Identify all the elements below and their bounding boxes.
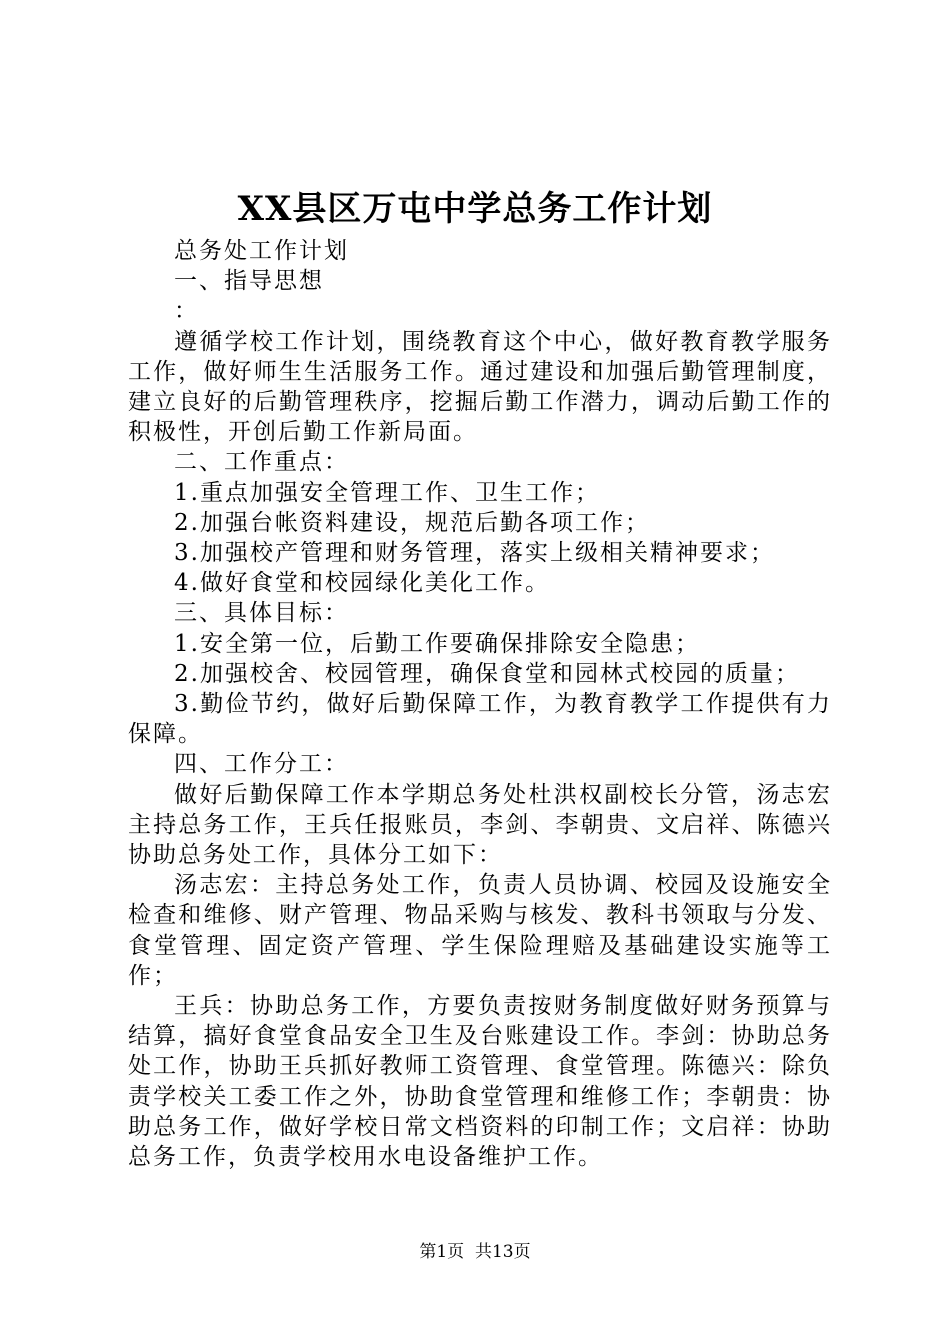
paragraph: 遵循学校工作计划，围绕教育这个中心，做好教育教学服务工作，做好师生生活服务工作。通过建设和加强后勤管理制度，建立良好的后勤管理秩序，挖掘后勤工作潜力，调动后勤工作的积极性，开创后勤工作新局面。 [128,328,832,446]
paragraph: 3.勤俭节约，做好后勤保障工作，为教育教学工作提供有力保障。 [128,691,832,748]
page-number-label: 第1页 共13页 [419,1242,531,1262]
paragraph: 2.加强台帐资料建设，规范后勤各项工作； [174,509,650,536]
paragraph: 4.做好食堂和校园绿化美化工作。 [174,570,550,597]
paragraph: ： [174,298,199,325]
paragraph: 王兵：协助总务工作，方要负责按财务制度做好财务预算与结算，搞好食堂食品安全卫生及台账建设工作。李剑：协助总务处工作，协助王兵抓好教师工资管理、食堂管理。陈德兴：除负责学校关工委工作之外，协助食堂管理和维修工作；李朝贵：协助总务工作，做好学校日常文档资料的印制工作；文启祥：协助总务工作，负责学校用水电设备维护工作。 [128,993,832,1171]
document-title: XX县区万屯中学总务工作计划 [237,189,713,229]
paragraph: 总务处工作计划 [174,238,349,264]
paragraph: 一、指导思想 [174,268,324,295]
paragraph: 做好后勤保障工作本学期总务处杜洪权副校长分管，汤志宏主持总务工作，王兵任报账员，李剑、李朝贵、文启祥、陈德兴协助总务处工作，具体分工如下： [128,781,832,869]
paragraph: 1.重点加强安全管理工作、卫生工作； [174,479,600,506]
paragraph: 二、工作重点： [174,449,349,476]
document-body [128,236,832,1172]
paragraph: 四、工作分工： [174,751,349,778]
paragraph: 2.加强校舍、校园管理，确保食堂和园林式校园的质量； [174,660,800,687]
paragraph: 1.安全第一位，后勤工作要确保排除安全隐患； [174,630,700,657]
page-footer [0,1240,950,1264]
paragraph: 3.加强校产管理和财务管理，落实上级相关精神要求； [174,540,775,567]
paragraph: 汤志宏：主持总务处工作，负责人员协调、校园及设施安全检查和维修、财产管理、物品采购与核发、教科书领取与分发、食堂管理、固定资产管理、学生保险理赔及基础建设实施等工作； [128,872,832,989]
paragraph: 三、具体目标： [174,600,349,627]
